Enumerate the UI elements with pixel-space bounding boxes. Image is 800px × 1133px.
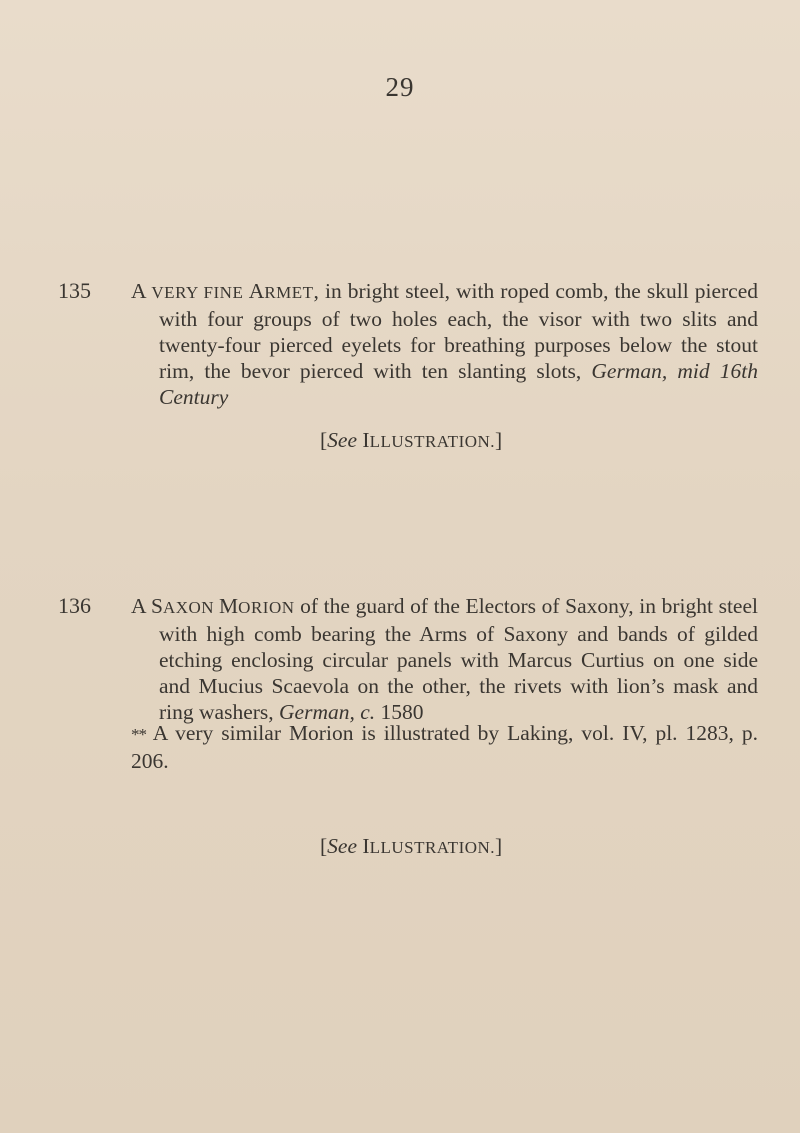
lot-title-cap-2: M [219, 594, 239, 618]
lot-title-smallcaps-rest: RMET [264, 283, 314, 302]
lot-entry [58, 593, 758, 725]
lot-number: 135 [58, 278, 91, 303]
lot-description-text: , in bright steel, with roped comb, the skull pierced with four groups of two holes each, the visor with two slits and twenty-four pierced eyelets for breathing purposes below the stout rim, the bevor pierced with ten slanting slots, [159, 279, 758, 383]
lot-description [131, 593, 758, 725]
lot-number: 136 [58, 593, 91, 618]
lot-title-smallcaps: VERY FINE [151, 283, 249, 302]
asterisk-mark: ** [131, 725, 146, 744]
lot-title-smallcaps-2: ORION [238, 598, 295, 617]
lot-title-cap: A [248, 279, 265, 303]
lot-135 [58, 278, 759, 452]
lot-article: A [131, 594, 146, 618]
lot-article: A [131, 279, 146, 303]
see-illustration-note [320, 428, 502, 453]
illustration-label: LLUSTRATION. [369, 838, 496, 857]
reference-text: A very similar Morion is illustrated by Laking, vol. IV, pl. 1283, p. 206. [131, 721, 758, 773]
lot-title-smallcaps-1: AXON [162, 598, 220, 617]
lot-origin: German, c. [279, 700, 376, 724]
lot-date: 1580 [375, 700, 424, 724]
bracket-open: [ [320, 834, 328, 858]
illustration-cap: I [362, 428, 370, 452]
illustration-cap: I [362, 834, 370, 858]
lot-description-text: of the guard of the Electors of Saxony, in bright steel with high comb bearing the Arms of Saxony and bands of gilded etching enclosing circular panels with Marcus Curtius on one side and Mucius Scaevola on the other, the rivets with lion’s mask and ring washers, [159, 594, 758, 724]
page-number: 29 [385, 72, 415, 102]
illustration-label: LLUSTRATION. [369, 432, 496, 451]
lot-origin: German, mid 16th Century [159, 359, 759, 409]
lot-title-cap-1: S [150, 594, 163, 618]
bracket-close: ] [495, 428, 503, 452]
see-illustration-note [320, 834, 502, 859]
lot-136 [58, 593, 758, 858]
bracket-open: [ [320, 428, 328, 452]
lot-reference-note [131, 720, 758, 774]
lot-description [131, 278, 758, 410]
see-label: See [327, 428, 363, 452]
lot-entry [58, 278, 758, 410]
bracket-close: ] [495, 834, 503, 858]
see-label: See [327, 834, 363, 858]
